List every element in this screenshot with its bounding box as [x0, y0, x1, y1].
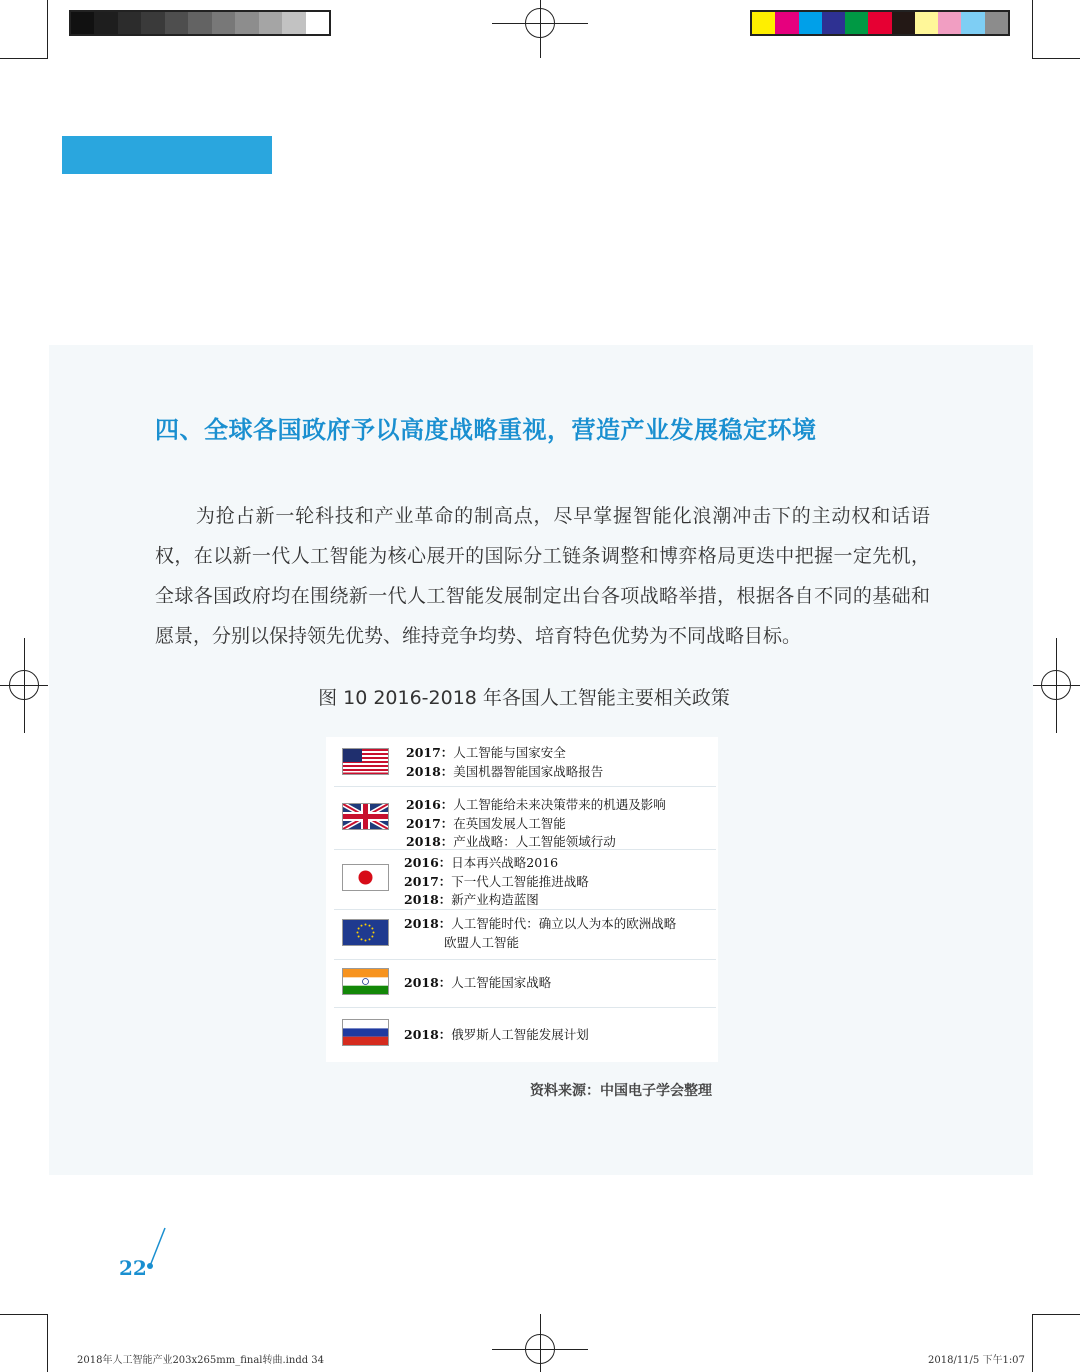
color-swatch: [915, 12, 938, 34]
color-swatch: [822, 12, 845, 34]
color-swatch: [799, 12, 822, 34]
russia-flag: [342, 1019, 389, 1046]
grayscale-bar: [69, 10, 331, 36]
policy-figure: [326, 737, 718, 1062]
policy-item: 2017：人工智能与国家安全: [406, 745, 566, 760]
color-swatch: [235, 12, 258, 34]
policy-item: 2017：下一代人工智能推进战略: [404, 873, 589, 889]
policy-item: 欧盟人工智能: [444, 934, 520, 950]
chapter-tab: [62, 136, 272, 174]
policy-item: 2016：日本再兴战略2016: [404, 855, 559, 870]
color-swatch: [752, 12, 775, 34]
policy-row-japan: [334, 850, 716, 910]
color-swatch: [259, 12, 282, 34]
source-note: 资料来源：中国电子学会整理: [530, 1083, 712, 1099]
policy-row-eu: [334, 910, 716, 960]
color-swatch: [306, 12, 329, 34]
uk-flag: [342, 803, 389, 830]
policy-item: 2018：新产业构造蓝图: [404, 892, 539, 907]
color-swatch: [892, 12, 915, 34]
policy-item: 2018：人工智能时代：确立以人为本的欧洲战略: [404, 916, 677, 931]
policy-row-usa: [334, 737, 716, 787]
color-swatch: [165, 12, 188, 34]
color-bar: [750, 10, 1010, 36]
color-swatch: [868, 12, 891, 34]
policy-item: 2017：在英国发展人工智能: [406, 815, 566, 831]
color-swatch: [985, 12, 1008, 34]
policy-item: 2016：人工智能给未来决策带来的机遇及影响: [406, 797, 666, 812]
color-swatch: [212, 12, 235, 34]
policy-row-india: [334, 960, 716, 1008]
color-swatch: [961, 12, 984, 34]
color-swatch: [71, 12, 94, 34]
policy-item: 2018：产业战略：人工智能领域行动: [406, 834, 616, 849]
page-number: 22: [119, 1256, 147, 1280]
eu-flag: [342, 919, 389, 946]
section-heading: 四、全球各国政府予以高度战略重视，营造产业发展稳定环境: [155, 416, 817, 444]
figure-title: [0, 683, 1080, 710]
body-paragraph: [155, 496, 930, 656]
policy-row-russia: [334, 1008, 716, 1062]
india-flag: [342, 968, 389, 995]
color-swatch: [938, 12, 961, 34]
color-swatch: [94, 12, 117, 34]
color-swatch: [118, 12, 141, 34]
color-swatch: [845, 12, 868, 34]
color-swatch: [141, 12, 164, 34]
color-swatch: [282, 12, 305, 34]
policy-item: 2018：美国机器智能国家战略报告: [406, 763, 604, 779]
footer-timestamp: 2018/11/5 下午1:07: [928, 1355, 1025, 1366]
color-swatch: [775, 12, 798, 34]
usa-flag: [342, 748, 389, 775]
policy-item: 2018：俄罗斯人工智能发展计划: [404, 1027, 589, 1042]
policy-row-uk: [334, 787, 716, 850]
policy-item: 2018：人工智能国家战略: [404, 975, 552, 990]
color-swatch: [188, 12, 211, 34]
figure-title-text: 图 10 2016-2018 年各国人工智能主要相关政策: [318, 687, 730, 709]
body-paragraph-text: 为抢占新一轮科技和产业革命的制高点，尽早掌握智能化浪潮冲击下的主动权和话语权，在以新一代人工智能为核心展开的国际分工链条调整和博弈格局更迭中把握一定先机，全球各国政府均在围绕新一代人工智能发展制定出台各项战略举措，根据各自不同的基础和愿景，分别以保持领先优势、维持竞争均势、培育特色优势为不同战略目标。: [155, 505, 930, 647]
footer-file: 2018年人工智能产业203x265mm_final转曲.indd 34: [77, 1355, 325, 1366]
japan-flag: [342, 864, 389, 891]
